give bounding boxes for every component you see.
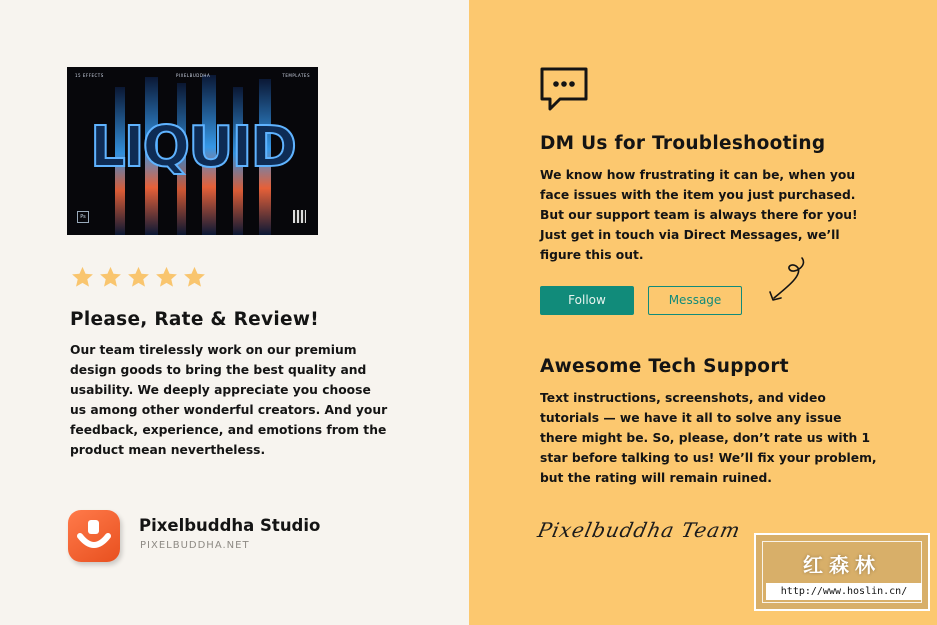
brand-mark-label: PIXELBUDDHA xyxy=(176,73,211,78)
rating-stars xyxy=(70,265,207,290)
pixelbuddha-logo-icon[interactable] xyxy=(68,510,120,562)
chat-bubble-icon xyxy=(538,65,590,115)
rate-review-heading: Please, Rate & Review! xyxy=(70,309,319,330)
effects-count-label: 15 EFFECTS xyxy=(75,73,104,78)
watermark xyxy=(754,533,930,611)
star-icon xyxy=(154,265,179,290)
rate-review-body: Our team tirelessly work on our premium design goods to bring the best quality and usability. We deeply appreciate you choose us among other wonderful creators. And your feedback, experience, and emotions from the product mean nevertheless. xyxy=(70,343,388,457)
photoshop-icon: Ps xyxy=(77,211,89,223)
watermark-url: http://www.hoslin.cn/ xyxy=(766,583,922,600)
tech-support-body: Text instructions, screenshots, and video tutorials — we have it all to solve any issue there might be. So, please, don’t rate us with 1 star before talking to us! We’ll fix your problem, but the rating will remain ruined. xyxy=(540,391,877,485)
smile-face-icon xyxy=(68,510,120,562)
studio-url-link[interactable]: PIXELBUDDHA.NET xyxy=(140,540,250,551)
product-thumbnail[interactable] xyxy=(67,67,318,235)
templates-label: TEMPLATES xyxy=(282,73,310,78)
studio-name: Pixelbuddha Studio xyxy=(139,516,321,535)
dm-body: We know how frustrating it can be, when you face issues with the item you just purchased. But our support team is always there for you! Just get in touch via Direct Messages, we’ll figure this out. xyxy=(540,168,858,262)
thumbnail-top-labels xyxy=(75,73,310,78)
star-icon xyxy=(182,265,207,290)
team-signature: Pixelbuddha Team xyxy=(535,518,743,542)
tech-support-heading: Awesome Tech Support xyxy=(540,356,789,377)
dm-heading: DM Us for Troubleshooting xyxy=(540,133,826,154)
follow-button[interactable]: Follow xyxy=(540,286,634,315)
star-icon xyxy=(70,265,95,290)
curly-arrow-icon xyxy=(764,254,810,306)
star-icon xyxy=(126,265,151,290)
product-title: LIQUID xyxy=(90,115,295,180)
message-button[interactable]: Message xyxy=(648,286,742,315)
qr-code-icon xyxy=(293,210,306,223)
star-icon xyxy=(98,265,123,290)
watermark-name: 红森林 xyxy=(803,553,881,577)
